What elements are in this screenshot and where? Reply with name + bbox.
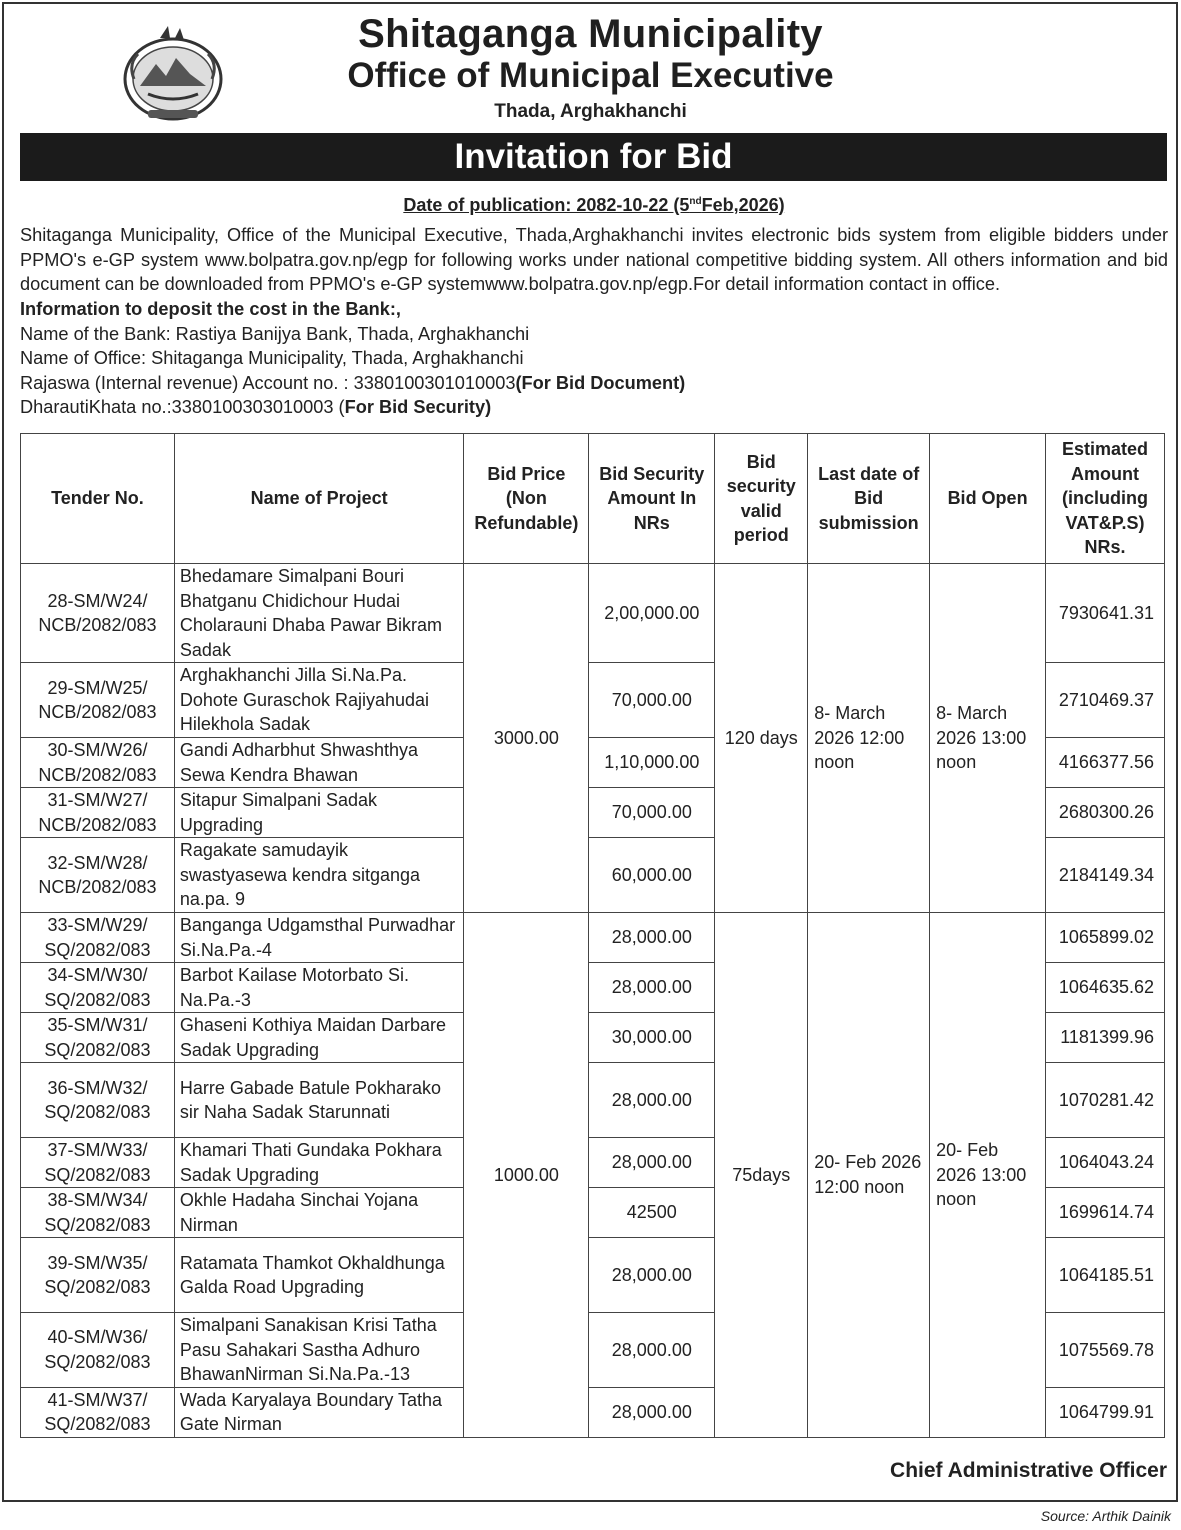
header-bid-price: Bid Price (Non Refundable) <box>464 434 589 564</box>
bid-security: 70,000.00 <box>589 663 715 738</box>
bid-price-group-1: 3000.00 <box>464 564 589 913</box>
bid-security: 28,000.00 <box>589 963 715 1013</box>
project-name: Gandi Adharbhut Shwashthya Sewa Kendra Bhawan <box>174 738 463 788</box>
bid-security: 42500 <box>589 1188 715 1238</box>
dharauti-account: DharautiKhata no.:3380100303010003 (For Bid Security) <box>20 397 492 417</box>
estimated-amount: 1064635.62 <box>1045 963 1164 1013</box>
header-project: Name of Project <box>174 434 463 564</box>
validity-group-2: 75days <box>715 913 808 1438</box>
header-estimate: Estimated Amount (including VAT&P.S) NRs. <box>1045 434 1164 564</box>
bid-security: 28,000.00 <box>589 1387 715 1437</box>
bid-price-group-2: 1000.00 <box>464 913 589 1438</box>
bid-security: 28,000.00 <box>589 1138 715 1188</box>
municipality-name: Shitaganga Municipality <box>358 12 823 56</box>
header-bid-open: Bid Open <box>930 434 1046 564</box>
publication-date: Date of publication: 2082-10-22 (5ndFeb,2026) <box>403 195 785 215</box>
estimated-amount: 1699614.74 <box>1045 1188 1164 1238</box>
bank-name: Name of the Bank: Rastiya Banijya Bank, Thada, Arghakhanchi <box>20 323 530 344</box>
signatory-title: Chief Administrative Officer <box>890 1459 1167 1482</box>
tender-no: 29-SM/W25/ NCB/2082/083 <box>21 663 175 738</box>
header-tender-no: Tender No. <box>21 434 175 564</box>
estimated-amount: 1064185.51 <box>1045 1238 1164 1313</box>
estimated-amount: 2710469.37 <box>1045 663 1164 738</box>
bid-security: 28,000.00 <box>589 1238 715 1313</box>
bid-security: 60,000.00 <box>589 838 715 913</box>
project-name: Sitapur Simalpani Sadak Upgrading <box>174 788 463 838</box>
tender-no: 38-SM/W34/ SQ/2082/083 <box>21 1188 175 1238</box>
bid-security: 1,10,000.00 <box>589 738 715 788</box>
last-date-group-2: 20- Feb 2026 12:00 noon <box>808 913 930 1438</box>
intro-paragraph: Shitaganga Municipality, Office of the Municipal Executive, Thada,Arghakhanchi invites electronic bids system from eligible bidders under PPMO's e-GP system www.bolpatra.gov.np/egp for following works under national competitive bidding system. All others information and bid document can be downloaded from PPMO's e-GP systemwww.bolpatra.gov.np/egp.For detail information contact in office. <box>20 225 1168 294</box>
bid-security: 28,000.00 <box>589 1313 715 1388</box>
bank-info-heading: Information to deposit the cost in the Bank:, <box>20 299 401 319</box>
bid-security: 70,000.00 <box>589 788 715 838</box>
tender-no: 28-SM/W24/ NCB/2082/083 <box>21 564 175 663</box>
estimated-amount: 4166377.56 <box>1045 738 1164 788</box>
project-name: Okhle Hadaha Sinchai Yojana Nirman <box>174 1188 463 1238</box>
last-date-group-1: 8- March 2026 12:00 noon <box>808 564 930 913</box>
table-row <box>21 564 1165 663</box>
project-name: Arghakhanchi Jilla Si.Na.Pa. Dohote Guraschok Rajiyahudai Hilekhola Sadak <box>174 663 463 738</box>
estimated-amount: 1064043.24 <box>1045 1138 1164 1188</box>
tender-no: 36-SM/W32/ SQ/2082/083 <box>21 1063 175 1138</box>
project-name: Khamari Thati Gundaka Pokhara Sadak Upgrading <box>174 1138 463 1188</box>
table-row <box>21 913 1165 963</box>
bid-security: 2,00,000.00 <box>589 564 715 663</box>
estimated-amount: 1070281.42 <box>1045 1063 1164 1138</box>
project-name: Harre Gabade Batule Pokharako sir Naha Sadak Starunnati <box>174 1063 463 1138</box>
project-name: Barbot Kailase Motorbato Si. Na.Pa.-3 <box>174 963 463 1013</box>
project-name: Bhedamare Simalpani Bouri Bhatganu Chidichour Hudai Cholarauni Dhaba Pawar Bikram Sadak <box>174 564 463 663</box>
estimated-amount: 1075569.78 <box>1045 1313 1164 1388</box>
title-banner: Invitation for Bid <box>20 133 1167 181</box>
tender-no: 39-SM/W35/ SQ/2082/083 <box>21 1238 175 1313</box>
project-name: Ragakate samudayik swastyasewa kendra sitganga na.pa. 9 <box>174 838 463 913</box>
tender-no: 35-SM/W31/ SQ/2082/083 <box>21 1013 175 1063</box>
office-account-name: Name of Office: Shitaganga Municipality, Thada, Arghakhanchi <box>20 348 524 368</box>
tender-no: 30-SM/W26/ NCB/2082/083 <box>21 738 175 788</box>
office-name: Office of Municipal Executive <box>347 56 834 95</box>
validity-group-1: 120 days <box>715 564 808 913</box>
rajaswa-account: Rajaswa (Internal revenue) Account no. : 3380100301010003(For Bid Document) <box>20 372 686 393</box>
tender-no: 31-SM/W27/ NCB/2082/083 <box>21 788 175 838</box>
estimated-amount: 2680300.26 <box>1045 788 1164 838</box>
tender-no: 41-SM/W37/ SQ/2082/083 <box>21 1387 175 1437</box>
header-bid-security: Bid Security Amount In NRs <box>589 434 715 564</box>
tender-no: 37-SM/W33/ SQ/2082/083 <box>21 1138 175 1188</box>
estimated-amount: 2184149.34 <box>1045 838 1164 913</box>
bank-info <box>20 297 685 420</box>
estimated-amount: 1065899.02 <box>1045 913 1164 963</box>
project-name: Ratamata Thamkot Okhaldhunga Galda Road Upgrading <box>174 1238 463 1313</box>
header-validity: Bid security valid period <box>715 434 808 564</box>
bid-security: 28,000.00 <box>589 913 715 963</box>
tender-no: 33-SM/W29/ SQ/2082/083 <box>21 913 175 963</box>
estimated-amount: 7930641.31 <box>1045 564 1164 663</box>
project-name: Simalpani Sanakisan Krisi Tatha Pasu Sahakari Sastha Adhuro BhawanNirman Si.Na.Pa.-13 <box>174 1313 463 1388</box>
estimated-amount: 1181399.96 <box>1045 1013 1164 1063</box>
bid-security: 28,000.00 <box>589 1063 715 1138</box>
tender-no: 40-SM/W36/ SQ/2082/083 <box>21 1313 175 1388</box>
source-credit: Source: Arthik Dainik <box>1040 1508 1171 1524</box>
bid-open-group-1: 8- March 2026 13:00 noon <box>930 564 1046 913</box>
bid-open-group-2: 20- Feb 2026 13:00 noon <box>930 913 1046 1438</box>
office-location: Thada, Arghakhanchi <box>494 101 687 122</box>
table-header-row <box>21 434 1165 564</box>
tender-no: 34-SM/W30/ SQ/2082/083 <box>21 963 175 1013</box>
project-name: Banganga Udgamsthal Purwadhar Si.Na.Pa.-4 <box>174 913 463 963</box>
header-last-date: Last date of Bid submission <box>808 434 930 564</box>
tender-table <box>20 433 1165 1438</box>
tender-no: 32-SM/W28/ NCB/2082/083 <box>21 838 175 913</box>
estimated-amount: 1064799.91 <box>1045 1387 1164 1437</box>
bid-security: 30,000.00 <box>589 1013 715 1063</box>
project-name: Ghaseni Kothiya Maidan Darbare Sadak Upgrading <box>174 1013 463 1063</box>
project-name: Wada Karyalaya Boundary Tatha Gate Nirman <box>174 1387 463 1437</box>
